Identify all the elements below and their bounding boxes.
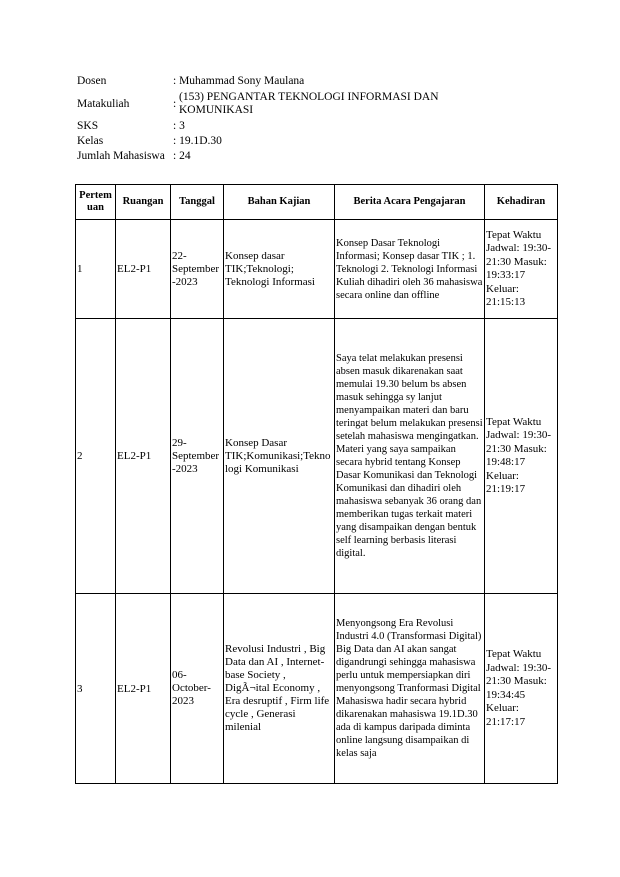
- row-kehadiran: Tepat Waktu Jadwal: 19:30-21:30 Masuk: 19:34:45 Keluar: 21:17:17: [485, 594, 558, 784]
- row-kehadiran: Tepat Waktu Jadwal: 19:30-21:30 Masuk: 19:48:17 Keluar: 21:19:17: [485, 319, 558, 594]
- row-berita: Menyongsong Era Revolusi Industri 4.0 (Transformasi Digital) Big Data dan AI akan sangat digandrungi sehingga mahasiswa perlu untuk mempersiapkan diri menyongsong Tranformasi Digital Mahasiswa hadir secara hybrid dikarenakan mahasiswa 19.1D.30 ada di kampus daripada diminta online langsung disampaikan di kelas saja: [335, 594, 485, 784]
- sks-row: [77, 119, 473, 134]
- table-header-row: [76, 185, 558, 220]
- kelas-value: : 19.1D.30: [173, 135, 222, 147]
- sks-label: SKS: [77, 120, 99, 132]
- row-bahan: Konsep Dasar TIK;Komunikasi;Teknologi Komunikasi: [224, 319, 335, 594]
- matakuliah-value: (153) PENGANTAR TEKNOLOGI INFORMASI DAN KOMUNIKASI: [179, 91, 439, 116]
- row-ruangan: EL2-P1: [116, 594, 171, 784]
- kelas-row: [77, 134, 473, 149]
- table-row: [76, 594, 558, 784]
- jumlah-label: Jumlah Mahasiswa: [77, 150, 165, 162]
- dosen-value: : Muhammad Sony Maulana: [173, 75, 305, 87]
- sks-value: : 3: [173, 120, 185, 132]
- jumlah-value: : 24: [173, 150, 191, 162]
- row-bahan: Konsep dasar TIK;Teknologi; Teknologi Informasi: [224, 220, 335, 319]
- course-info: [77, 74, 473, 164]
- row-number: 2: [76, 319, 116, 594]
- dosen-label: Dosen: [77, 75, 107, 87]
- matakuliah-sep: :: [173, 97, 177, 110]
- col-tanggal: Tanggal: [171, 185, 224, 220]
- row-number: 1: [76, 220, 116, 319]
- row-tanggal: 06-October-2023: [171, 594, 224, 784]
- jumlah-row: [77, 149, 473, 164]
- dosen-row: [77, 74, 473, 89]
- col-ruangan: Ruangan: [116, 185, 171, 220]
- row-berita: Konsep Dasar Teknologi Informasi; Konsep dasar TIK ; 1. Teknologi 2. Teknologi Informasi Kuliah dihadiri oleh 36 mahasiswa secara online dan offline: [335, 220, 485, 319]
- row-kehadiran: Tepat Waktu Jadwal: 19:30-21:30 Masuk: 19:33:17 Keluar: 21:15:13: [485, 220, 558, 319]
- col-pertemuan: Pertemuan: [76, 185, 116, 220]
- matakuliah-label: Matakuliah: [77, 97, 130, 110]
- row-tanggal: 29-September-2023: [171, 319, 224, 594]
- row-number: 3: [76, 594, 116, 784]
- kelas-label: Kelas: [77, 135, 104, 147]
- row-ruangan: EL2-P1: [116, 220, 171, 319]
- row-berita: Saya telat melakukan presensi absen masuk dikarenakan saat memulai 19.30 belum bs absen masuk sehingga sy lanjut menyampaikan materi dan baru teringat belum melakukan presensi setelah mahasiswa mengingatkan. Materi yang saya sampaikan secara hybrid tentang Konsep Dasar Komunikasi dan Teknologi Komunikasi dan dihadiri oleh mahasiswa sebanyak 36 orang dan memberikan tugas terkait materi yang disampaikan dengan bentuk self learning berbasis literasi digital.: [335, 319, 485, 594]
- col-bahan: Bahan Kajian: [224, 185, 335, 220]
- row-ruangan: EL2-P1: [116, 319, 171, 594]
- table-row: [76, 319, 558, 594]
- row-bahan: Revolusi Industri , Big Data dan AI , Internet-base Society , DigÃ¬ital Economy , Era desruptif , Firm life cycle , Generasi milenial: [224, 594, 335, 784]
- attendance-table: [75, 184, 558, 784]
- row-tanggal: 22-September-2023: [171, 220, 224, 319]
- col-kehadiran: Kehadiran: [485, 185, 558, 220]
- matakuliah-row: [77, 89, 473, 119]
- col-berita: Berita Acara Pengajaran: [335, 185, 485, 220]
- table-row: [76, 220, 558, 319]
